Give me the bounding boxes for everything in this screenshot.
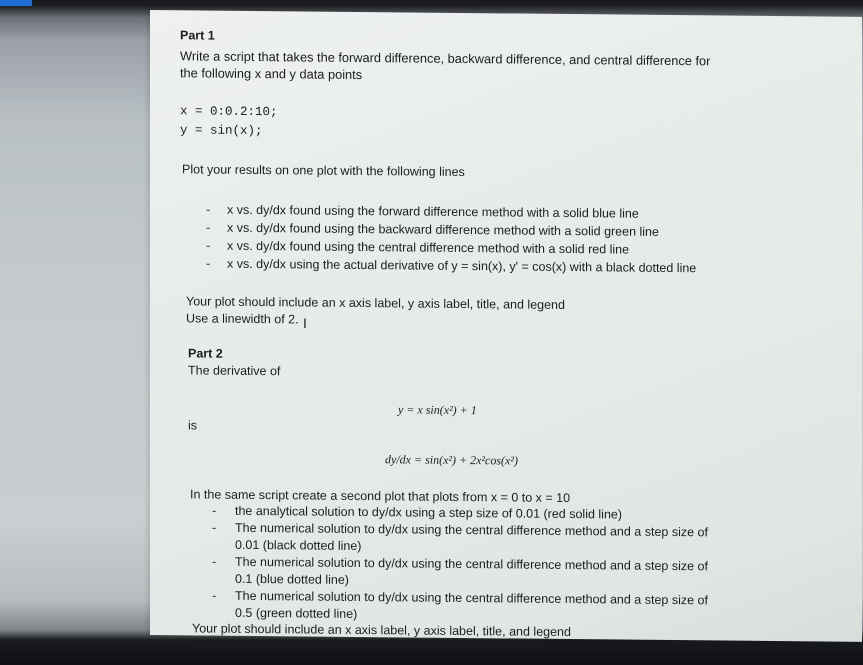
- part2-bullet-step01: The numerical solution to dy/dx using the central difference method and a step size of: [235, 554, 708, 574]
- equation-dydx: dy/dx = sin(x²) + 2x²cos(x²): [385, 452, 518, 468]
- bullet-marker: -: [206, 256, 211, 271]
- bullet-marker: -: [212, 520, 217, 535]
- part2-labels-line: Your plot should include an x axis label, y axis label, title, and legend: [192, 621, 571, 640]
- part2-bullet-step05-cont: 0.5 (green dotted line): [235, 605, 358, 621]
- equation-y: y = x sin(x²) + 1: [398, 402, 477, 418]
- bullet-marker: -: [206, 220, 211, 235]
- bullet-marker: -: [206, 202, 211, 217]
- code-line-x: x = 0:0.2:10;: [180, 104, 278, 120]
- bullet-marker: -: [212, 503, 217, 518]
- part1-intro-line2: the following x and y data points: [180, 65, 363, 83]
- code-line-y: y = sin(x);: [180, 123, 263, 139]
- bullet-marker: -: [212, 588, 217, 603]
- part1-labels-line: Your plot should include an x axis label, y axis label, title, and legend: [186, 294, 565, 312]
- text-cursor-icon: I: [303, 315, 307, 331]
- part2-heading: Part 2: [188, 346, 223, 361]
- plot-instruction: Plot your results on one plot with the following lines: [182, 162, 465, 180]
- part1-bullet-actual: x vs. dy/dx using the actual derivative of y = sin(x), y' = cos(x) with a black dotted line: [227, 256, 697, 276]
- part2-bullet-step001: The numerical solution to dy/dx using the central difference method and a step size of: [235, 520, 708, 540]
- blue-window-tab: [0, 0, 32, 6]
- part2-bullet-step001-cont: 0.01 (black dotted line): [235, 537, 362, 554]
- part2-bullet-step05: The numerical solution to dy/dx using the central difference method and a step size of: [235, 588, 708, 608]
- document-page: [150, 10, 862, 652]
- part1-bullet-backward: x vs. dy/dx found using the backward difference method with a solid green line: [227, 220, 659, 239]
- part2-derivative-of: The derivative of: [188, 363, 281, 379]
- part2-linewidth-line: Use a linewidth of 2: [192, 636, 302, 652]
- part1-intro-line1: Write a script that takes the forward difference, backward difference, and central difference for: [180, 48, 711, 69]
- is-label: is: [188, 418, 198, 433]
- part1-bullet-central: x vs. dy/dx found using the central difference method with a solid red line: [227, 238, 630, 257]
- bullet-marker: -: [206, 238, 211, 253]
- part2-bullet-analytical: the analytical solution to dy/dx using a step size of 0.01 (red solid line): [235, 503, 623, 522]
- second-plot-line: In the same script create a second plot that plots from x = 0 to x = 10: [190, 487, 571, 506]
- part2-bullet-step01-cont: 0.1 (blue dotted line): [235, 571, 349, 587]
- part1-bullet-forward: x vs. dy/dx found using the forward difference method with a solid blue line: [227, 202, 639, 221]
- bullet-marker: -: [212, 554, 217, 569]
- part1-linewidth-line: Use a linewidth of 2.: [186, 311, 299, 327]
- part1-heading: Part 1: [180, 28, 215, 43]
